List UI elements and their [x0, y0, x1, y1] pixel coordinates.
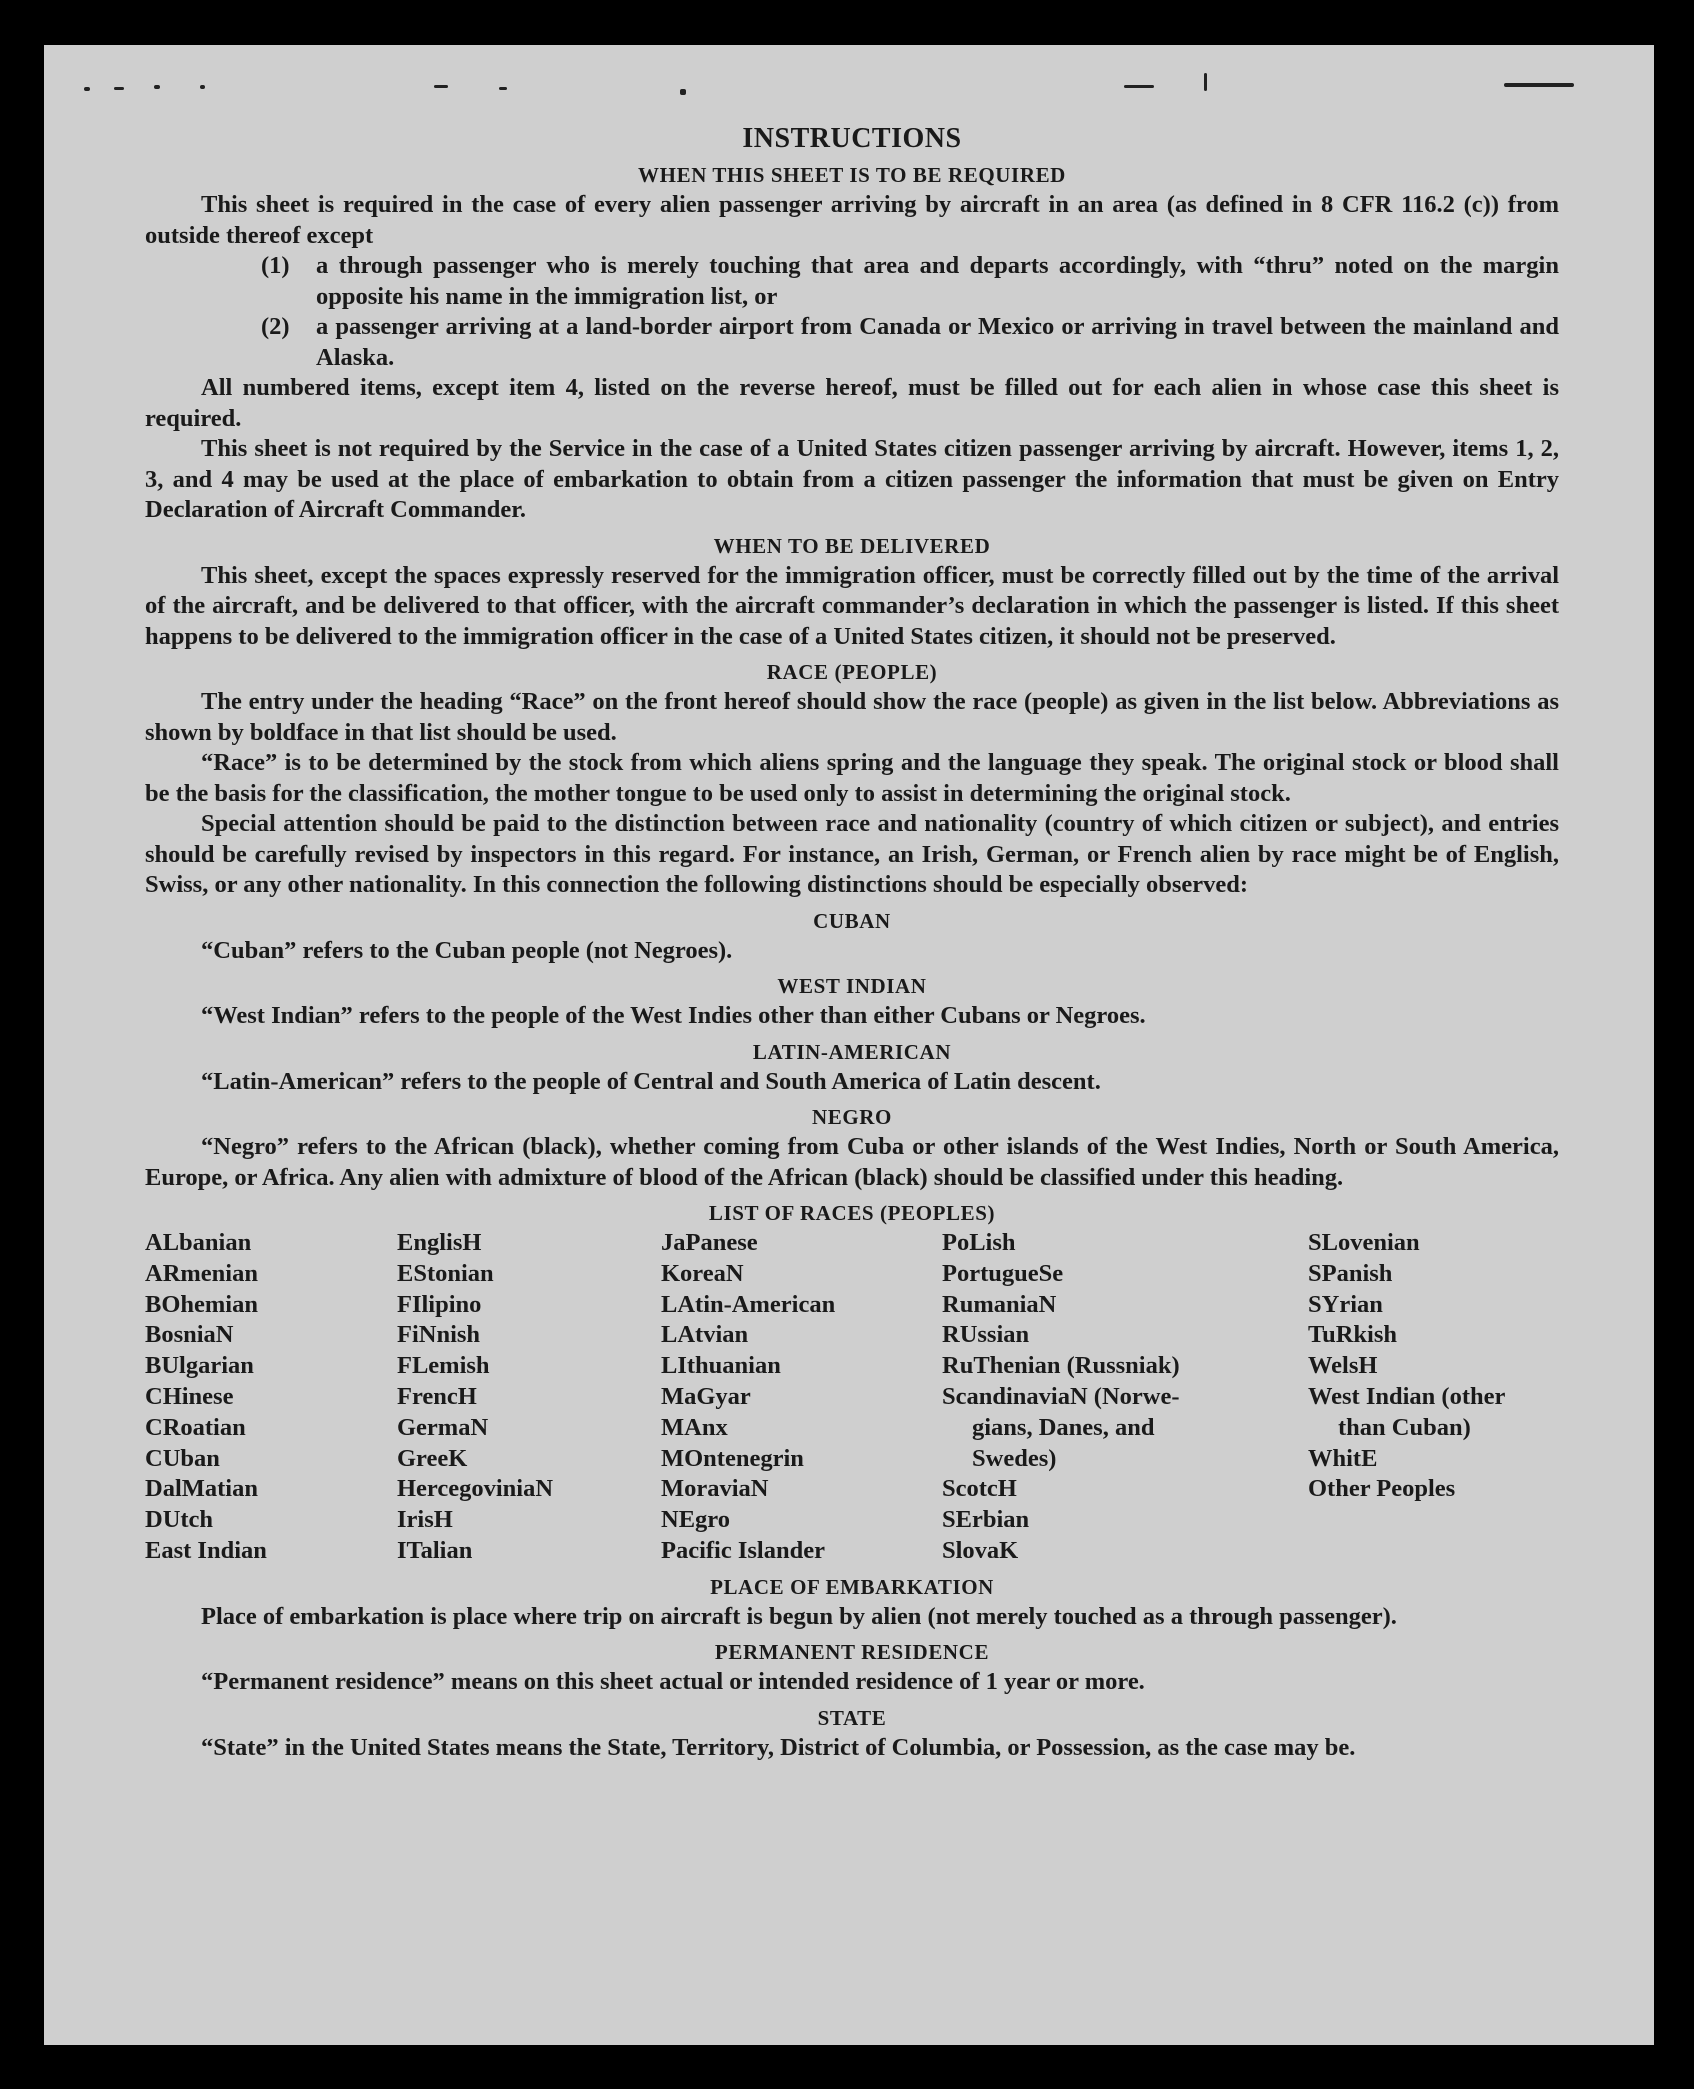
- race-paragraph-1: The entry under the heading “Race” on the front hereof should show the race (people) as given in the list below. Abbreviations as shown by boldface in that list should be used.: [145, 688, 1559, 746]
- negro-paragraph: “Negro” refers to the African (black), whether coming from Cuba or other islands of the West Indies, North or South America, Europe, or Africa. Any alien with admixture of blood of the African (black) should be classified under this heading.: [145, 1133, 1559, 1191]
- race-entry: NEgro: [661, 1506, 730, 1534]
- exception-item-1-number: (1): [261, 252, 290, 279]
- race-entry: West Indian (other: [1308, 1382, 1506, 1410]
- state-paragraph: “State” in the United States means the State, Territory, District of Columbia, or Possession, as the case may be.: [201, 1733, 1356, 1761]
- race-paragraph-3: Special attention should be paid to the distinction between race and nationality (country of which citizen or subject), and entries should be carefully revised by inspectors in this regard. For instance, an Irish, German, or French alien by race might be of English, Swiss, or any other nationality. In this connection the following distinctions should be especially observed:: [145, 810, 1559, 898]
- race-entry: RuThenian (Russniak): [942, 1352, 1180, 1380]
- race-entry: East Indian: [145, 1536, 267, 1564]
- race-entry-continuation: gians, Danes, and: [972, 1413, 1155, 1441]
- races-column-4: [942, 1228, 1308, 1567]
- race-entry: GreeK: [397, 1444, 468, 1472]
- race-entry: PoLish: [942, 1229, 1016, 1256]
- required-paragraph-2: All numbered items, except item 4, listed on the reverse hereof, must be filled out for each alien in whose case this sheet is required.: [145, 374, 1559, 432]
- race-entry: KoreaN: [661, 1259, 744, 1287]
- race-entry: LAtvian: [661, 1321, 749, 1349]
- heading-delivered: WHEN TO BE DELIVERED: [713, 533, 991, 558]
- race-entry-continuation: than Cuban): [1338, 1413, 1471, 1441]
- heading-list-of-races: LIST OF RACES (PEOPLES): [708, 1201, 996, 1225]
- race-entry: SLovenian: [1308, 1229, 1420, 1256]
- race-entry: ScotcH: [942, 1475, 1017, 1503]
- race-entry: ARmenian: [145, 1259, 258, 1287]
- race-entry: WhitE: [1308, 1444, 1378, 1472]
- race-entry: SlovaK: [942, 1536, 1019, 1564]
- scan-marks: [44, 65, 1654, 105]
- race-entry-continuation: Swedes): [972, 1444, 1057, 1472]
- race-entry: FLemish: [397, 1352, 490, 1380]
- exception-list: [145, 251, 1559, 373]
- race-entry: WelsH: [1308, 1352, 1378, 1380]
- race-entry: HercegoviniaN: [397, 1475, 554, 1503]
- race-entry: PortugueSe: [942, 1259, 1064, 1287]
- heading-residence: PERMANENT RESIDENCE: [714, 1640, 990, 1665]
- exception-item-1-text: a through passenger who is merely touching that area and departs accordingly, with “thru” noted on the margin opposite his name in the immigration list, or: [316, 252, 1559, 310]
- race-entry: DalMatian: [145, 1475, 258, 1503]
- exception-item-2-number: (2): [261, 313, 290, 340]
- heading-race: RACE (PEOPLE): [766, 660, 938, 684]
- instructions-content: [145, 123, 1559, 1763]
- races-list: [145, 1228, 1559, 1567]
- exception-item-2: [145, 312, 1559, 373]
- race-entry: SPanish: [1308, 1259, 1393, 1287]
- race-entry: ScandinaviaN (Norwe-: [942, 1382, 1180, 1410]
- exception-item-2-text: a passenger arriving at a land-border airport from Canada or Mexico or arriving in travel between the mainland and Alaska.: [316, 313, 1559, 371]
- race-entry: CHinese: [145, 1382, 234, 1410]
- race-entry: ALbanian: [145, 1229, 252, 1256]
- race-entry: Pacific Islander: [661, 1536, 825, 1564]
- document-sheet: [44, 45, 1654, 2045]
- exception-item-1: [145, 251, 1559, 312]
- race-entry: SYrian: [1308, 1290, 1383, 1318]
- embarkation-paragraph: Place of embarkation is place where trip on aircraft is begun by alien (not merely touched as a through passenger).: [201, 1602, 1397, 1630]
- heading-state: STATE: [817, 1705, 887, 1730]
- races-column-3: [661, 1228, 942, 1567]
- race-entry: BOhemian: [145, 1290, 258, 1318]
- race-entry: Other Peoples: [1308, 1475, 1456, 1503]
- residence-paragraph: “Permanent residence” means on this sheet actual or intended residence of 1 year or more.: [201, 1668, 1145, 1696]
- race-entry: TuRkish: [1308, 1321, 1398, 1349]
- race-entry: BosniaN: [145, 1321, 234, 1349]
- race-entry: SErbian: [942, 1506, 1030, 1534]
- heading-embarkation: PLACE OF EMBARKATION: [710, 1574, 994, 1599]
- heading-west-indian: WEST INDIAN: [777, 974, 927, 998]
- latin-american-paragraph: “Latin-American” refers to the people of Central and South America of Latin descent.: [201, 1067, 1101, 1095]
- races-column-2: [397, 1228, 661, 1567]
- heading-required: WHEN THIS SHEET IS TO BE REQUIRED: [638, 163, 1066, 187]
- west-indian-paragraph: “West Indian” refers to the people of the West Indies other than either Cubans or Negroes.: [201, 1002, 1146, 1029]
- race-entry: MAnx: [661, 1413, 728, 1441]
- race-entry: LAtin-American: [661, 1290, 836, 1318]
- race-entry: CRoatian: [145, 1413, 246, 1441]
- race-entry: DUtch: [145, 1506, 214, 1534]
- race-entry: FIlipino: [397, 1290, 482, 1318]
- race-entry: RUssian: [942, 1321, 1030, 1349]
- cuban-paragraph: “Cuban” refers to the Cuban people (not Negroes).: [201, 936, 733, 964]
- races-column-1: [145, 1228, 397, 1567]
- race-entry: IrisH: [397, 1506, 453, 1534]
- race-entry: LIthuanian: [661, 1352, 781, 1380]
- race-paragraph-2: “Race” is to be determined by the stock from which aliens spring and the language they speak. The original stock or blood shall be the basis for the classification, the mother tongue to be used only to assist in determining the original stock.: [145, 749, 1559, 807]
- race-entry: JaPanese: [661, 1229, 758, 1256]
- page-title: INSTRUCTIONS: [742, 123, 962, 154]
- race-entry: ITalian: [397, 1536, 473, 1564]
- race-entry: GermaN: [397, 1413, 489, 1441]
- race-entry: FiNnish: [397, 1321, 481, 1349]
- race-entry: MoraviaN: [661, 1475, 769, 1503]
- heading-latin-american: LATIN-AMERICAN: [752, 1039, 952, 1064]
- race-entry: MOntenegrin: [661, 1444, 804, 1472]
- delivered-paragraph: This sheet, except the spaces expressly reserved for the immigration officer, must be correctly filled out by the time of the arrival of the aircraft, and be delivered to that officer, with the aircraft commander’s declaration in which the passenger is listed. If this sheet happens to be delivered to the immigration officer in the case of a United States citizen, it should not be preserved.: [145, 561, 1559, 650]
- race-entry: EnglisH: [397, 1229, 482, 1256]
- races-column-5: [1308, 1228, 1559, 1567]
- required-paragraph-3: This sheet is not required by the Service in the case of a United States citizen passenger arriving by aircraft. However, items 1, 2, 3, and 4 may be used at the place of embarkation to obtain from a citizen passenger the information that must be given on Entry Declaration of Aircraft Commander.: [145, 435, 1559, 523]
- race-entry: MaGyar: [661, 1382, 751, 1410]
- race-entry: EStonian: [397, 1259, 494, 1287]
- race-entry: CUban: [145, 1444, 220, 1472]
- race-entry: BUlgarian: [145, 1352, 254, 1380]
- heading-negro: NEGRO: [811, 1105, 892, 1129]
- required-paragraph-1: This sheet is required in the case of every alien passenger arriving by aircraft in an area (as defined in 8 CFR 116.2 (c)) from outside thereof except: [145, 191, 1559, 249]
- heading-cuban: CUBAN: [813, 908, 891, 933]
- race-entry: FrencH: [397, 1382, 477, 1410]
- race-entry: RumaniaN: [942, 1290, 1057, 1318]
